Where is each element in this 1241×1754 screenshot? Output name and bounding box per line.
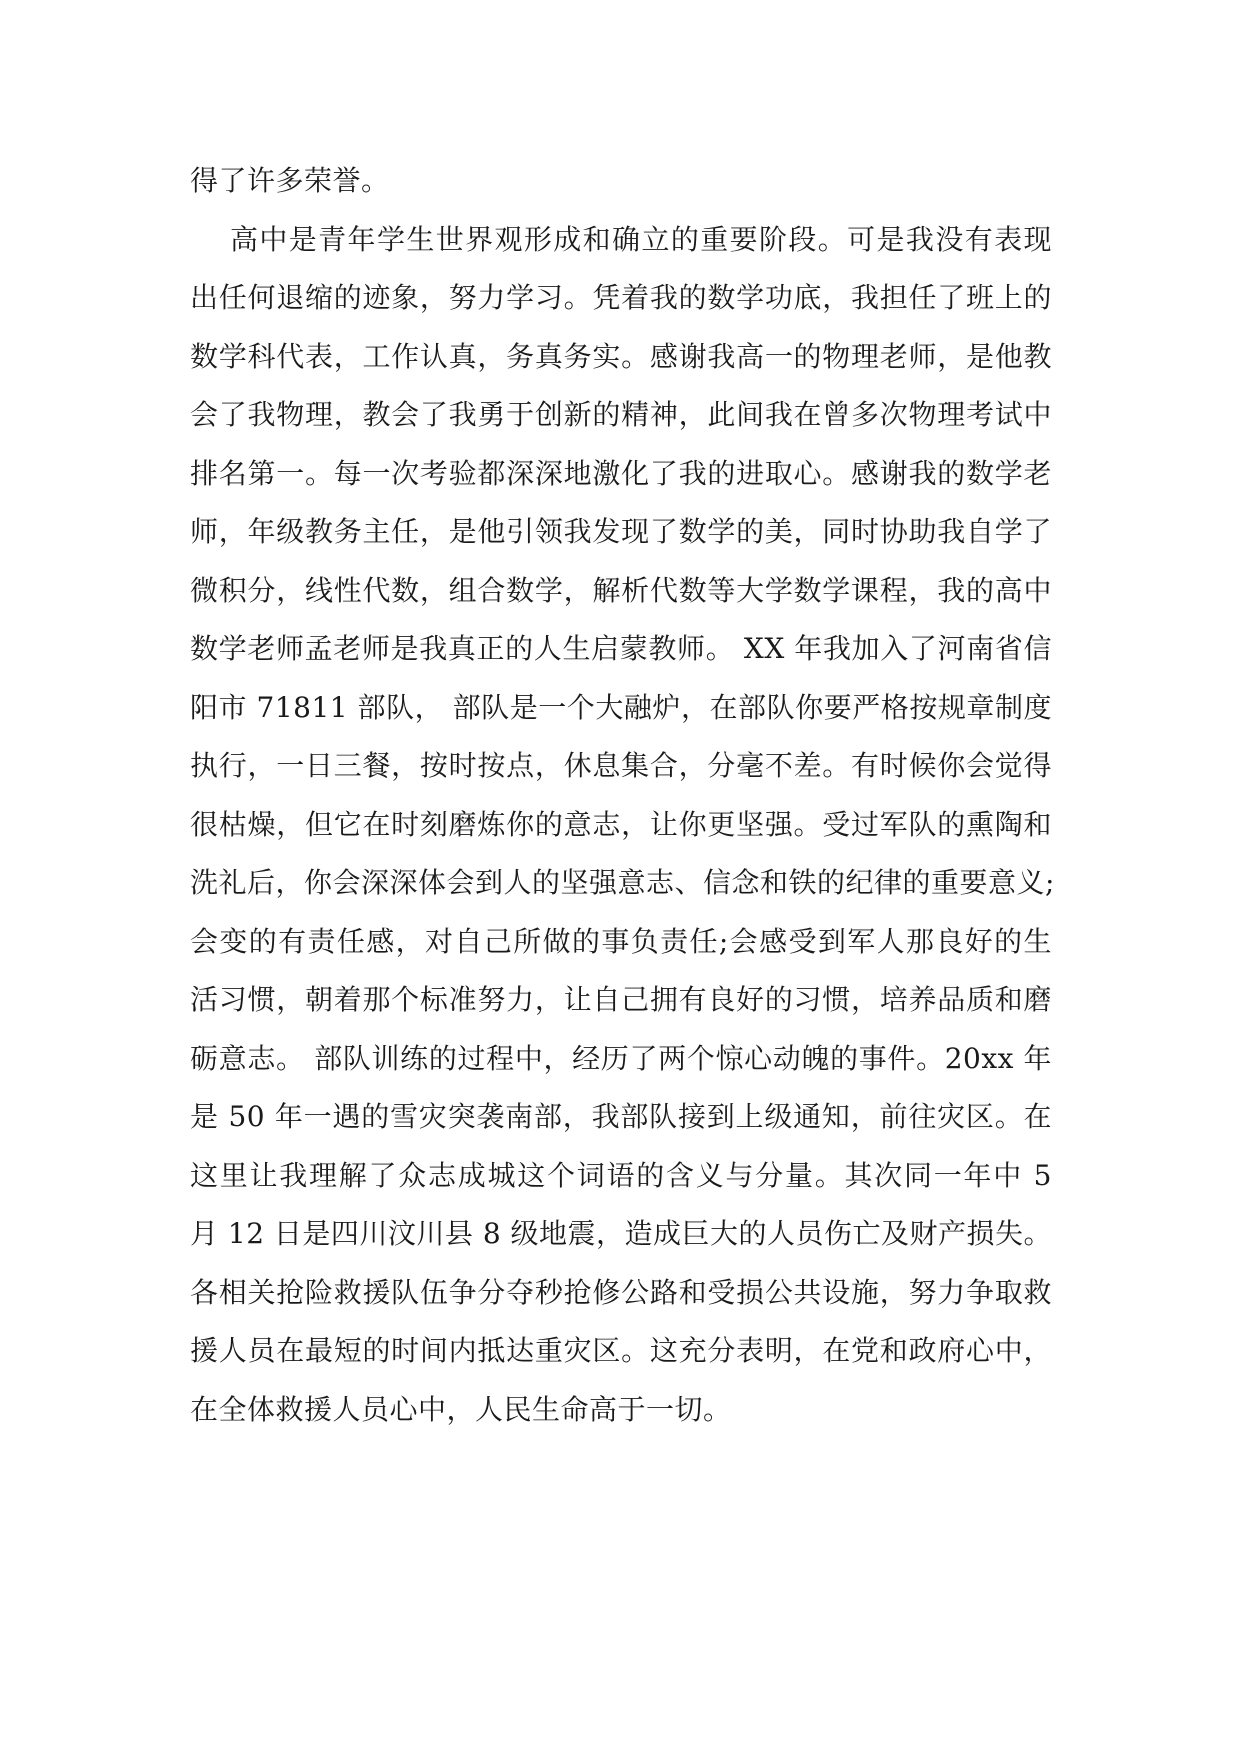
text-line: 排名第一。每一次考验都深深地激化了我的进取心。感谢我的数学老 [190, 456, 1052, 490]
text-line: 砺意志。 部队训练的过程中，经历了两个惊心动魄的事件。20xx 年 [190, 1041, 1052, 1075]
text-line: 援人员在最短的时间内抵达重灾区。这充分表明，在党和政府心中， [190, 1334, 1052, 1367]
paragraph-first-line: 高中是青年学生世界观形成和确立的重要阶段。可是我没有表现 [230, 222, 1052, 256]
text-line: 出任何退缩的迹象，努力学习。凭着我的数学功底，我担任了班上的 [190, 281, 1052, 314]
text-line: 是 50 年一遇的雪灾突袭南部，我部队接到上级通知，前往灾区。在 [190, 1100, 1052, 1133]
text-line: 会变的有责任感，对自己所做的事负责任;会感受到军人那良好的生 [190, 924, 1052, 958]
text-line: 执行，一日三餐，按时按点，休息集合，分毫不差。有时候你会觉得 [190, 749, 1052, 782]
text-line: 得了许多荣誉。 [190, 164, 390, 197]
text-line: 洗礼后，你会深深体会到人的坚强意志、信念和铁的纪律的重要意义; [190, 866, 1055, 899]
text-line: 阳市 71811 部队， 部队是一个大融炉，在部队你要严格按规章制度 [190, 690, 1052, 724]
text-line: 数学科代表，工作认真，务真务实。感谢我高一的物理老师，是他教 [190, 339, 1052, 373]
text-line: 数学老师孟老师是我真正的人生启蒙教师。 XX 年我加入了河南省信 [190, 632, 1052, 665]
text-line: 各相关抢险救援队伍争分夺秒抢修公路和受损公共设施，努力争取救 [190, 1275, 1052, 1309]
text-line: 会了我物理，教会了我勇于创新的精神，此间我在曾多次物理考试中 [190, 398, 1052, 431]
body-text [190, 152, 1055, 1439]
text-line: 师，年级教务主任，是他引领我发现了数学的美，同时协助我自学了 [190, 515, 1052, 548]
text-line: 微积分，线性代数，组合数学，解析代数等大学数学课程，我的高中 [190, 573, 1052, 607]
text-line: 很枯燥，但它在时刻磨炼你的意志，让你更坚强。受过军队的熏陶和 [190, 807, 1052, 841]
text-line: 月 12 日是四川汶川县 8 级地震，造成巨大的人员伤亡及财产损失。 [190, 1217, 1053, 1250]
text-line: 活习惯，朝着那个标准努力，让自己拥有良好的习惯，培养品质和磨 [190, 983, 1052, 1016]
text-line: 在全体救援人员心中，人民生命高于一切。 [190, 1392, 732, 1426]
text-line: 这里让我理解了众志成城这个词语的含义与分量。其次同一年中 5 [190, 1158, 1052, 1192]
